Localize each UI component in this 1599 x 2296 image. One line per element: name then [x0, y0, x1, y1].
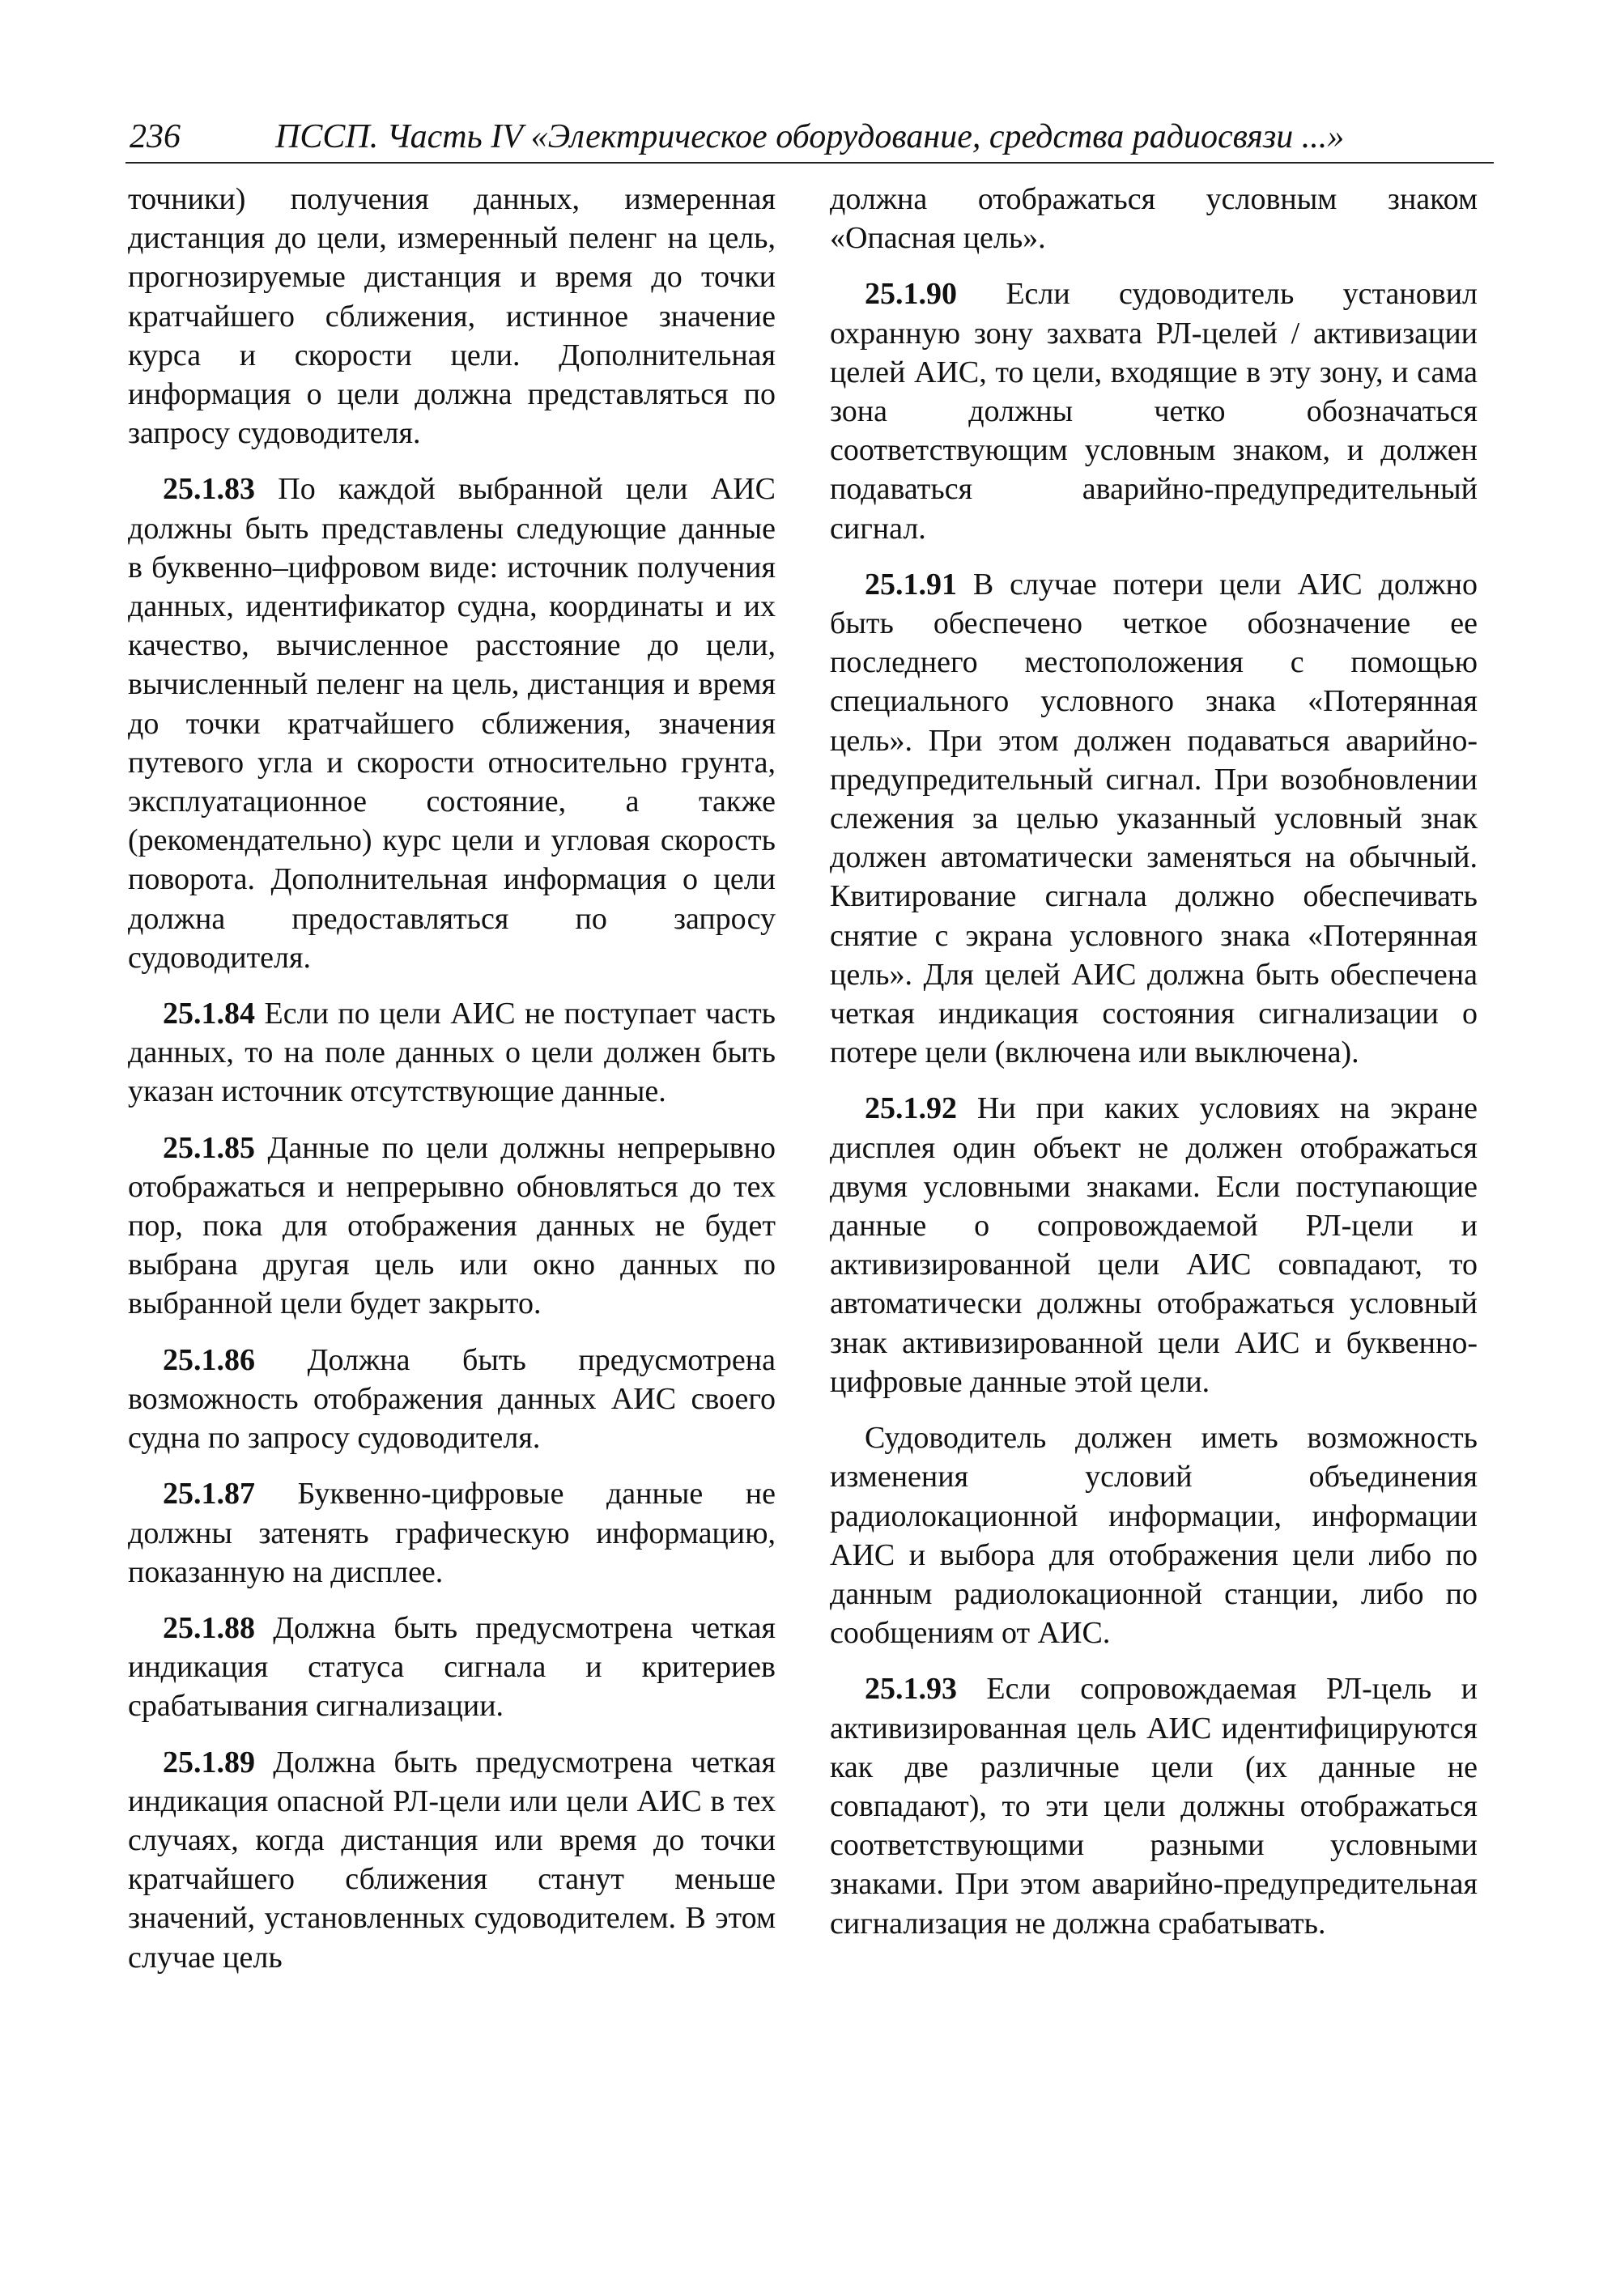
- paragraph: [128, 180, 776, 453]
- paragraph-25-1-85: [128, 1129, 776, 1324]
- paragraph-text: Если по цели АИС не поступает часть данных, то на поле данных о цели должен быть указан источник отсутствующие данные.: [128, 997, 776, 1109]
- clause-number: 25.1.91: [865, 567, 957, 602]
- paragraph-25-1-84: [128, 994, 776, 1112]
- paragraph-25-1-88: [128, 1609, 776, 1726]
- paragraph: [830, 180, 1478, 257]
- paragraph-text: Данные по цели должны непрерывно отображаться и непрерывно обновляться до тех пор, пока для отображения данных не будет выбрана другая цель или окно данных по выбранной цели будет закрыто.: [128, 1130, 776, 1321]
- clause-number: 25.1.83: [163, 472, 255, 507]
- paragraph-text: В случае потери цели АИС должно быть обеспечено четкое обозначение ее последнего местоположения с помощью специального условного знака «Потерянная цель». При этом должен подаваться аварийно-предупредительный сигнал. При возобновлении слежения за целью указанный условный знак должен автоматически заменяться на обычный. Квитирование сигнала должно обеспечивать снятие с экрана условного знака «Потерянная цель». Для целей АИС должна быть обеспечена четкая индикация состояния сигнализации о потере цели (включена или выключена).: [830, 567, 1478, 1070]
- paragraph-25-1-86: [128, 1341, 776, 1458]
- left-column: [128, 180, 776, 1994]
- paragraph-text: Должна быть предусмотрена четкая индикация опасной РЛ-цели или цели АИС в тех случаях, когда дистанция или время до точки кратчайшего сближения станут меньше значений, установленных судоводителем. В этом случае цель: [128, 1745, 776, 1975]
- paragraph-25-1-91: [830, 565, 1478, 1073]
- clause-number: 25.1.85: [163, 1130, 255, 1165]
- paragraph-text: должна отображаться условным знаком «Опасная цель».: [830, 182, 1478, 256]
- clause-number: 25.1.93: [865, 1672, 957, 1707]
- paragraph-25-1-89: [128, 1743, 776, 1977]
- clause-number: 25.1.90: [865, 277, 957, 312]
- clause-number: 25.1.86: [163, 1342, 255, 1377]
- paragraph-text: Если сопровождаемая РЛ-цель и активизированная цель АИС идентифицируются как две различные цели (их данные не совпадают), то эти цели должны отображаться соответствующими разными условными знаками. При этом аварийно-предупредительная сигнализация не должна срабатывать.: [830, 1672, 1478, 1941]
- paragraph-text: Должна быть предусмотрена четкая индикация статуса сигнала и критериев срабатывания сигнализации.: [128, 1610, 776, 1724]
- running-title: ПССП. Часть IV «Электрическое оборудование, средства радиосвязи ...»: [275, 118, 1345, 155]
- paragraph-25-1-87: [128, 1474, 776, 1592]
- clause-number: 25.1.89: [163, 1745, 255, 1779]
- page-number: 236: [130, 118, 181, 155]
- paragraph-text: Должна быть предусмотрена возможность отображения данных АИС своего судна по запросу судоводителя.: [128, 1342, 776, 1456]
- page-header: [125, 112, 1494, 164]
- paragraph-text: Ни при каких условиях на экране дисплея один объект не должен отображаться двумя условными знаками. Если поступающие данные о сопровождаемой РЛ-цели и активизированной цели АИС совпадают, то автоматически должны отображаться условный знак активизированной цели АИС и буквенно-цифровые данные этой цели.: [830, 1091, 1478, 1399]
- paragraph-text: Судоводитель должен иметь возможность изменения условий объединения радиолокационной информации, информации АИС и выбора для отображения цели либо по данным радиолокационной станции, либо по сообщениям от АИС.: [830, 1421, 1478, 1651]
- clause-number: 25.1.84: [163, 997, 255, 1031]
- clause-number: 25.1.87: [163, 1477, 255, 1512]
- paragraph-text: точники) получения данных, измеренная дистанция до цели, измеренный пеленг на цель, прогнозируемые дистанция и время до точки кратчайшего сближения, истинное значение курса и скорости цели. Дополнительная информация о цели должна представляться по запросу судоводителя.: [128, 182, 776, 451]
- paragraph-text: По каждой выбранной цели АИС должны быть представлены следующие данные в буквенно–цифровом виде: источник получения данных, идентификатор судна, координаты и их качество, вычисленное расстояние до цели, вычисленный пеленг на цель, дистанция и время до точки кратчайшего сближения, значения путевого угла и скорости относительно грунта, эксплуатационное состояние, а также (рекомендательно) курс цели и угловая скорость поворота. Дополнительная информация о цели должна предоставляться по запросу судоводителя.: [128, 472, 776, 975]
- paragraph: [830, 1418, 1478, 1652]
- paragraph-25-1-90: [830, 274, 1478, 547]
- right-column: [830, 180, 1478, 1960]
- paragraph-25-1-83: [128, 470, 776, 977]
- paragraph-text: Если судоводитель установил охранную зону захвата РЛ-целей / активизации целей АИС, то цели, входящие в эту зону, и сама зона должны четко обозначаться соответствующим условным знаком, и должен подаваться аварийно-предупредительный сигнал.: [830, 277, 1478, 546]
- paragraph-25-1-92: [830, 1089, 1478, 1401]
- paragraph-text: Буквенно-цифровые данные не должны затенять графическую информацию, показанную на дисплее.: [128, 1477, 776, 1589]
- paragraph-25-1-93: [830, 1669, 1478, 1942]
- clause-number: 25.1.88: [163, 1610, 255, 1645]
- clause-number: 25.1.92: [865, 1091, 957, 1126]
